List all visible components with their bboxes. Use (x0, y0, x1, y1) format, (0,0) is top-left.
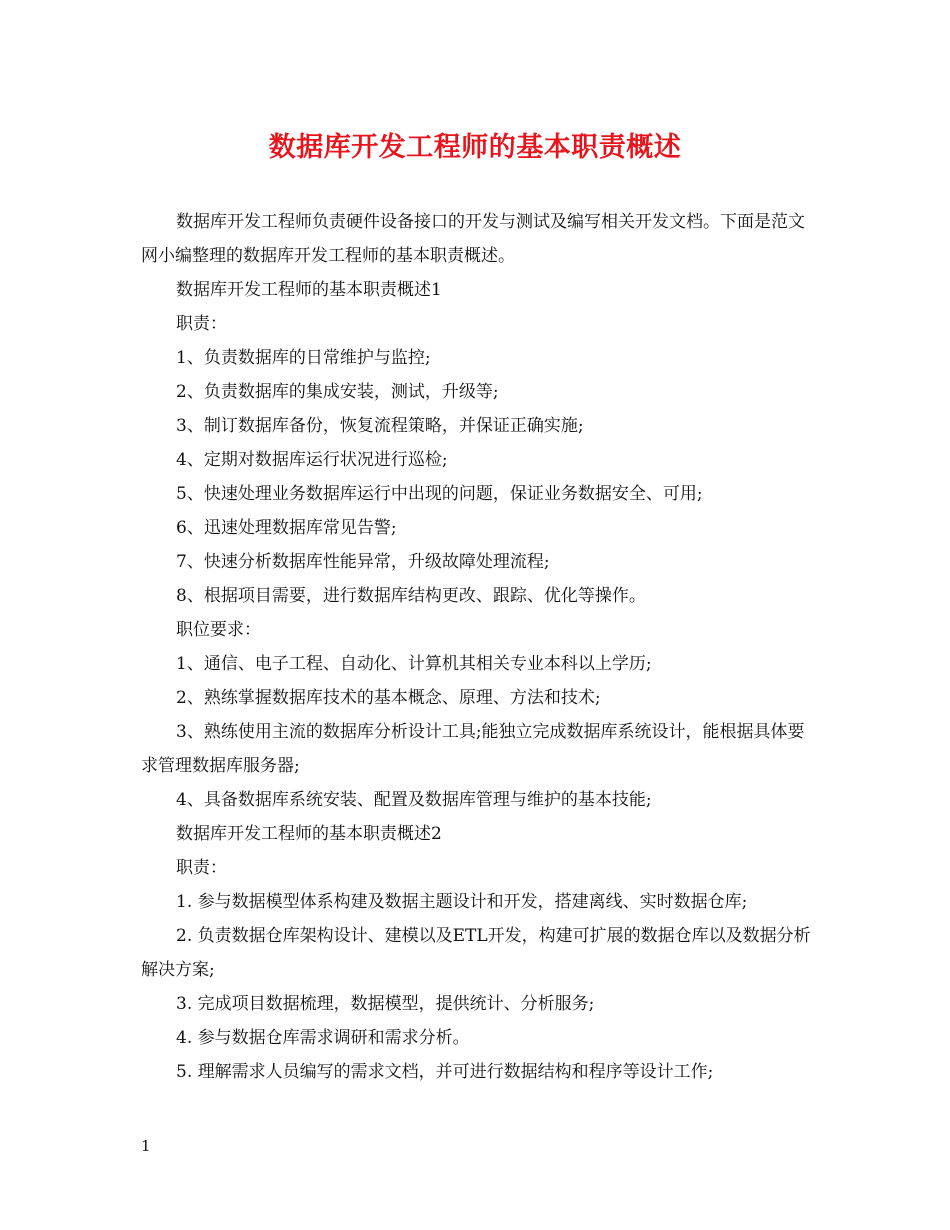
paragraph: 数据库开发工程师负责硬件设备接口的开发与测试及编写相关开发文档。下面是范文网小编整理的数据库开发工程师的基本职责概述。 (141, 212, 805, 266)
page-number: 1 (141, 1137, 151, 1155)
list-item: 5. 理解需求人员编写的需求文档，并可进行数据结构和程序等设计工作; (176, 1062, 714, 1082)
list-item: 3、熟练使用主流的数据库分析设计工具;能独立完成数据库系统设计，能根据具体要求管理数据库服务器; (141, 722, 805, 776)
list-item: 6、迅速处理数据库常见告警; (176, 518, 397, 538)
subheading: 职责： (176, 858, 227, 878)
list-item: 2. 负责数据仓库架构设计、建模以及ETL开发，构建可扩展的数据仓库以及数据分析解决方案; (141, 926, 811, 980)
list-item: 4、定期对数据库运行状况进行巡检; (176, 450, 448, 470)
list-item: 4. 参与数据仓库需求调研和需求分析。 (176, 1028, 470, 1048)
list-item: 3、制订数据库备份，恢复流程策略，并保证正确实施; (176, 416, 584, 436)
list-item: 1、通信、电子工程、自动化、计算机其相关专业本科以上学历; (176, 654, 652, 674)
list-item: 2、熟练掌握数据库技术的基本概念、原理、方法和技术; (176, 688, 601, 708)
subheading: 职责： (176, 314, 227, 334)
subheading: 职位要求： (176, 620, 261, 640)
list-item: 7、快速分析数据库性能异常，升级故障处理流程; (176, 552, 550, 572)
list-item: 1. 参与数据模型体系构建及数据主题设计和开发，搭建离线、实时数据仓库; (176, 892, 748, 912)
list-item: 4、具备数据库系统安装、配置及数据库管理与维护的基本技能; (176, 790, 652, 810)
document-body (141, 205, 813, 1089)
list-item: 3. 完成项目数据梳理，数据模型，提供统计、分析服务; (176, 994, 595, 1014)
list-item: 1、负责数据库的日常维护与监控; (176, 348, 431, 368)
list-item: 2、负责数据库的集成安装，测试，升级等; (176, 382, 499, 402)
section-heading: 数据库开发工程师的基本职责概述2 (176, 824, 442, 844)
document-title: 数据库开发工程师的基本职责概述 (268, 132, 682, 163)
section-heading: 数据库开发工程师的基本职责概述1 (176, 280, 442, 300)
list-item: 5、快速处理业务数据库运行中出现的问题，保证业务数据安全、可用; (176, 484, 703, 504)
list-item: 8、根据项目需要，进行数据库结构更改、跟踪、优化等操作。 (176, 586, 646, 606)
